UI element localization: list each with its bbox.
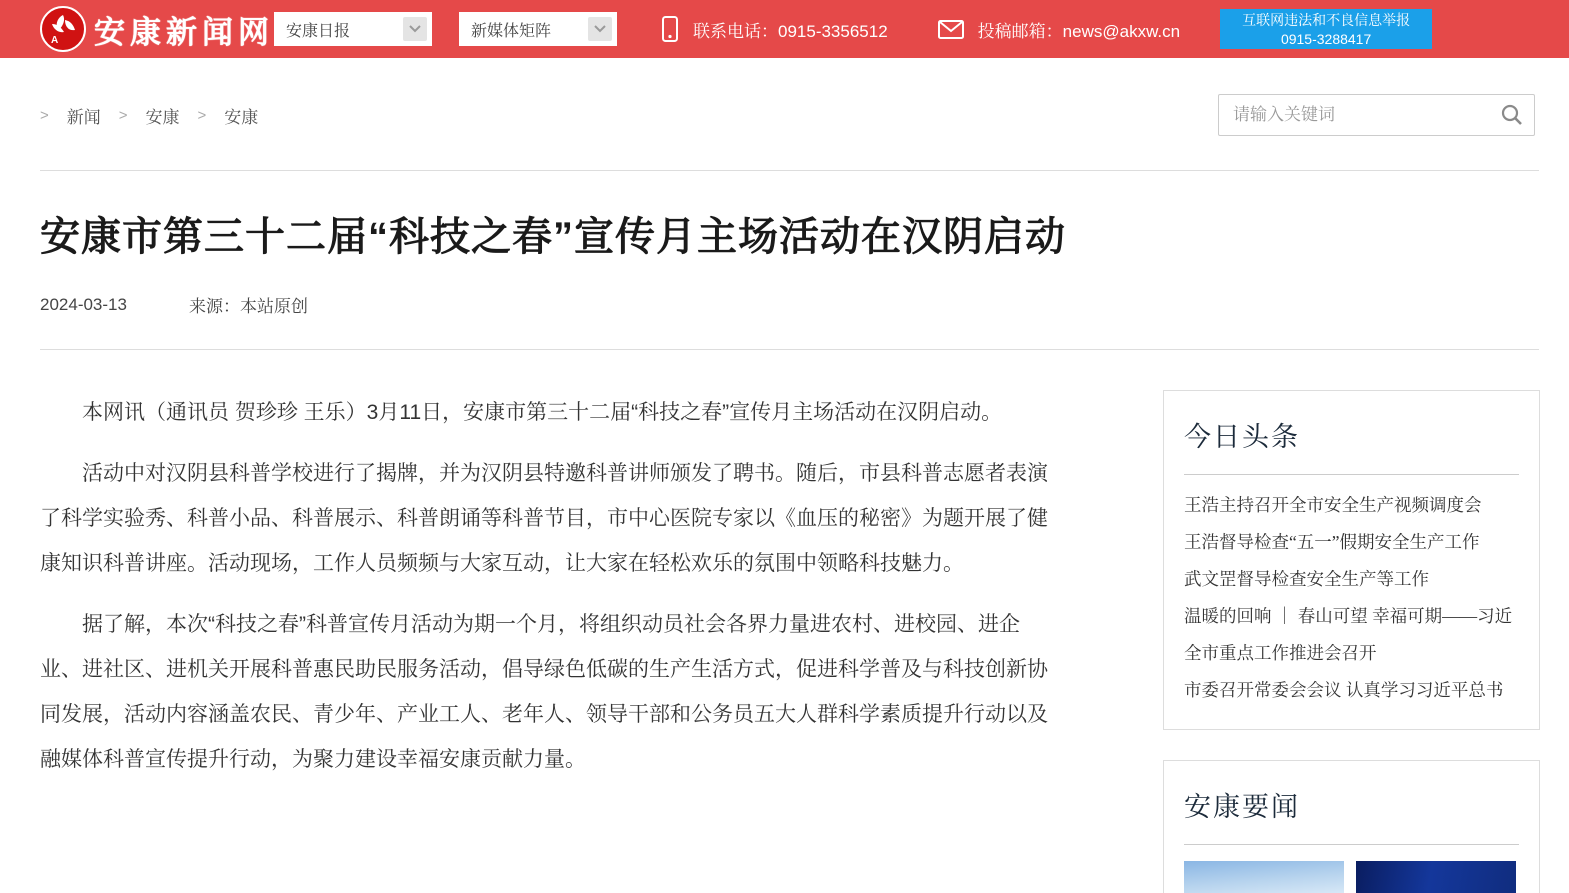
chevron-right-icon: > bbox=[40, 106, 49, 124]
news-thumbnail-sky[interactable] bbox=[1184, 861, 1344, 893]
chevron-down-icon bbox=[403, 17, 427, 41]
today-headlines-list bbox=[1184, 487, 1519, 709]
article-date: 2024-03-13 bbox=[40, 294, 127, 314]
sidebar bbox=[1163, 390, 1540, 893]
dropdown-new-media-matrix[interactable] bbox=[459, 12, 617, 46]
ankang-news-title: 安康要闻 bbox=[1184, 792, 1300, 822]
site-name: 安康新闻网 bbox=[94, 14, 274, 50]
contact-email bbox=[938, 17, 1180, 42]
list-item[interactable]: 王浩主持召开全市安全生产视频调度会 bbox=[1184, 495, 1482, 515]
article-body bbox=[40, 390, 1060, 893]
illegal-info-report-button[interactable] bbox=[1220, 9, 1432, 49]
dropdown-ankang-daily[interactable] bbox=[274, 12, 432, 46]
today-headlines-title: 今日头条 bbox=[1184, 422, 1300, 452]
chevron-right-icon: > bbox=[118, 106, 128, 124]
panel-divider bbox=[1184, 474, 1519, 475]
list-item[interactable]: 武文罡督导检查安全生产等工作 bbox=[1184, 569, 1429, 589]
list-item[interactable]: 市委召开常委会会议 认真学习习近平总书 bbox=[1184, 680, 1504, 700]
top-header-bar bbox=[0, 0, 1569, 58]
breadcrumb-ankang-2[interactable]: 安康 bbox=[224, 107, 259, 127]
breadcrumb bbox=[40, 103, 258, 128]
logo-bird-icon bbox=[40, 6, 86, 52]
breadcrumb-ankang[interactable]: 安康 bbox=[145, 107, 180, 127]
report-line2: 0915-3288417 bbox=[1280, 31, 1372, 47]
article-source: 来源：本站原创 bbox=[188, 297, 308, 316]
report-line1: 互联网违法和不良信息举报 bbox=[1242, 12, 1411, 28]
page-title: 安康市第三十二届“科技之春”宣传月主场活动在汉阴启动 bbox=[40, 215, 1066, 259]
dropdown-label: 安康日报 bbox=[286, 22, 351, 40]
list-item[interactable]: 王浩督导检查“五一”假期安全生产工作 bbox=[1184, 532, 1480, 552]
email-label: 投稿邮箱：news@akxw.cn bbox=[977, 21, 1181, 41]
chevron-right-icon: > bbox=[197, 106, 207, 124]
list-item[interactable]: 温暖的回响 ｜ 春山可望 幸福可期——习近 bbox=[1184, 606, 1513, 626]
envelope-icon bbox=[938, 20, 964, 39]
panel-divider bbox=[1184, 844, 1519, 845]
ankang-news-panel bbox=[1163, 760, 1540, 893]
svg-text:A: A bbox=[51, 35, 59, 46]
article-paragraph: 活动中对汉阴县科普学校进行了揭牌，并为汉阴县特邀科普讲师颁发了聘书。随后，市县科普志愿者表演了科学实验秀、科普小品、科普展示、科普朗诵等科普节目，市中心医院专家以《血压的秘密》为题开展了健康知识科普讲座。活动现场，工作人员频频与大家互动，让大家在轻松欢乐的氛围中领略科技魅力。 bbox=[40, 462, 1048, 575]
breadcrumb-news[interactable]: 新闻 bbox=[66, 107, 101, 127]
news-thumbnail-navy[interactable] bbox=[1356, 861, 1516, 893]
dropdown-label: 新媒体矩阵 bbox=[471, 22, 552, 40]
article-paragraph: 据了解，本次“科技之春”科普宣传月活动为期一个月，将组织动员社会各界力量进农村、进校园、进企业、进社区、进机关开展科普惠民助民服务活动，倡导绿色低碳的生产生活方式，促进科学普及与科技创新协同发展，活动内容涵盖农民、青少年、产业工人、老年人、领导干部和公务员五大人群科学素质提升行动以及融媒体科普宣传提升行动，为聚力建设幸福安康贡献力量。 bbox=[40, 613, 1048, 771]
list-item[interactable]: 全市重点工作推进会召开 bbox=[1184, 643, 1377, 663]
search-icon[interactable] bbox=[1500, 103, 1524, 127]
title-divider bbox=[40, 349, 1539, 350]
article-paragraph: 本网讯（通讯员 贺珍珍 王乐）3月11日，安康市第三十二届“科技之春”宣传月主场活动在汉阴启动。 bbox=[82, 401, 1003, 424]
breadcrumb-search-row bbox=[0, 58, 1569, 156]
ankang-news-thumbnails bbox=[1184, 861, 1519, 893]
today-headlines-panel bbox=[1163, 390, 1540, 730]
site-logo[interactable] bbox=[40, 6, 274, 52]
search-box bbox=[1218, 94, 1535, 136]
phone-icon bbox=[661, 16, 679, 42]
search-input[interactable] bbox=[1233, 105, 1500, 125]
chevron-down-icon bbox=[588, 17, 612, 41]
phone-label: 联系电话：0915-3356512 bbox=[693, 21, 888, 41]
contact-phone bbox=[661, 16, 888, 42]
article-meta bbox=[40, 292, 1529, 317]
